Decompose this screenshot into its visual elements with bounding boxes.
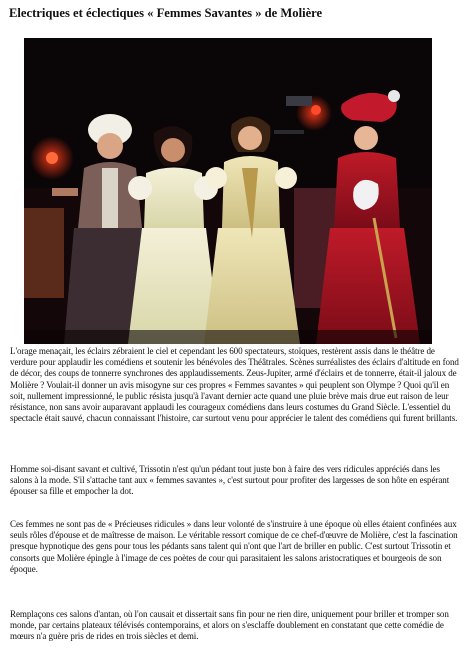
article-paragraph-2: Homme soi-disant savant et cultivé, Trissotin n'est qu'un pédant tout juste bon à faire des vers ridicules appréciés dans les salons à la mode. S'il s'attache tant aux « femmes savantes », c'est surtout pour profiter des largesses de son hôte en espérant épouser sa fille et empocher la dot.: [10, 464, 450, 497]
article-title: Electriques et éclectiques « Femmes Savantes » de Molière: [9, 6, 323, 20]
article-paragraph-1: L'orage menaçait, les éclairs zébraient le ciel et cependant les 600 spectateurs, stoïques, restèrent assis dans le théâtre de verdure pour applaudir les comédiens et soutenir les bénévoles des Théâtrales. Scènes surréalistes des éclairs d'altitude en fond de décor, des coups de tonnerre synchrones des applaudissements. Zeus-Jupiter, armé d'éclairs et de tonnerre, était-il jaloux de Molière ? Voulait-il donner un avis misogyne sur ces propres « Femmes savantes » qui peuplent son Olympe ? Quoi qu'il en soit, nullement impressionné, le public résista jusqu'à l'avant dernier acte quand une pluie brève mais drue eut raison de leur résistance, non sans avoir auparavant applaudi les courageux comédiens dans leurs costumes du Grand Siècle. L'essentiel du spectacle était sauvé, chacun connaissant l'histoire, car surtout venu pour apprécier le talent des comédiens qui furent brillants.: [10, 346, 459, 424]
theatre-performance-photo: [24, 38, 432, 344]
article-paragraph-3: Ces femmes ne sont pas de « Précieuses ridicules » dans leur volonté de s'instruire à une époque où elles étaient confinées aux seuls rôles d'épouse et de maîtresse de maison. Le véritable ressort comique de ce chef-d'œuvre de Molière, c'est la fascination presque hypnotique des gens pour tous les pédants sans talent qui n'ont que l'art de briller en public. C'est surtout Trissotin et consorts que Molière épingle à l'image de ces poètes de cour qui parasitaient les salons aristocratiques et bourgeois de son époque.: [10, 519, 458, 574]
article-paragraph-4: Remplaçons ces salons d'antan, où l'on causait et dissertait sans fin pour ne rien dire, uniquement pour briller et tromper son monde, par certains plateaux télévisés contemporains, et alors on s'esclaffe doublement en constatant que cette comédie de mœurs n'a guère pris de rides en trois siècles et demi.: [10, 609, 449, 642]
theatre-photo: [24, 38, 432, 344]
